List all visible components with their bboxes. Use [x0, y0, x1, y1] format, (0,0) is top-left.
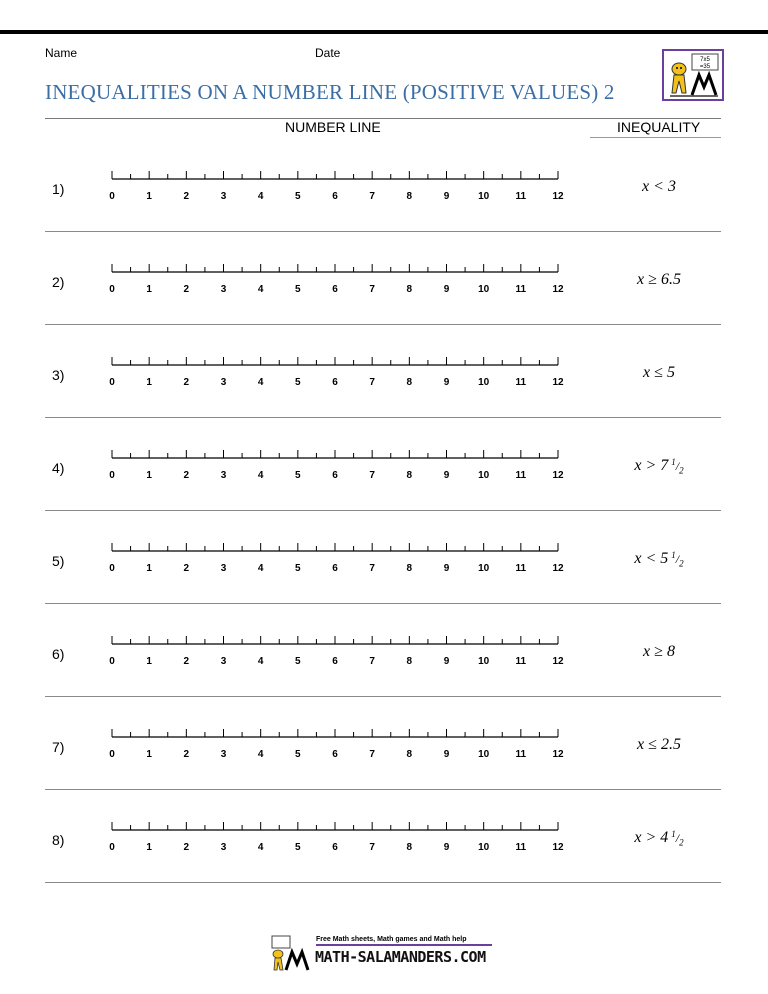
number-line	[100, 543, 580, 593]
tick-label: 2	[183, 749, 190, 760]
fraction-numerator: 1	[671, 829, 676, 839]
tick-label: 2	[183, 377, 190, 388]
inequality-value: 5	[660, 550, 669, 567]
tick-label: 5	[295, 191, 301, 202]
row-divider	[45, 882, 721, 883]
inequality-symbol: ≥	[654, 643, 663, 660]
tick-label: 1	[146, 749, 152, 760]
tick-label: 9	[443, 563, 450, 574]
logo-text-bottom: =35	[699, 64, 711, 70]
tick-label: 11	[515, 656, 527, 667]
tick-label: 12	[552, 191, 564, 202]
tick-label: 6	[332, 191, 338, 202]
tick-label: 0	[109, 749, 115, 760]
problem-number: 1)	[52, 181, 65, 197]
tick-label: 7	[369, 470, 375, 481]
tick-label: 1	[146, 377, 152, 388]
problem-number: 4)	[52, 460, 65, 476]
tick-label: 5	[295, 749, 301, 760]
inequality-variable: x	[634, 829, 642, 846]
tick-label: 8	[406, 377, 413, 388]
tick-label: 10	[478, 842, 490, 853]
tick-label: 8	[406, 842, 413, 853]
tick-label: 1	[146, 191, 152, 202]
tick-label: 12	[552, 284, 564, 295]
problem-row	[0, 604, 768, 697]
tick-label: 9	[443, 749, 450, 760]
tick-label: 3	[220, 842, 227, 853]
problem-row	[0, 511, 768, 604]
tick-label: 7	[369, 377, 375, 388]
tick-label: 10	[478, 563, 490, 574]
tick-label: 8	[406, 656, 413, 667]
problem-number: 6)	[52, 646, 65, 662]
tick-label: 5	[295, 842, 301, 853]
math-salamanders-logo	[662, 49, 724, 101]
inequality-variable: x	[642, 178, 650, 195]
tick-label: 8	[406, 749, 413, 760]
tick-label: 11	[515, 563, 527, 574]
tick-label: 12	[552, 377, 564, 388]
problem-row	[0, 418, 768, 511]
problem-number: 5)	[52, 553, 65, 569]
tick-label: 8	[406, 563, 413, 574]
tick-label: 6	[332, 563, 338, 574]
tick-label: 5	[295, 377, 301, 388]
inequality-symbol: <	[653, 178, 664, 195]
inequality-expression	[600, 271, 718, 289]
number-line	[100, 729, 580, 779]
inequality-value: 2.5	[660, 736, 681, 753]
footer-tagline: Free Math sheets, Math games and Math help	[316, 936, 467, 943]
fraction-numerator: 1	[671, 550, 676, 560]
tick-label: 2	[183, 656, 190, 667]
tick-label: 6	[332, 656, 338, 667]
tick-label: 6	[332, 284, 338, 295]
tick-label: 0	[109, 377, 115, 388]
number-line	[100, 357, 580, 407]
inequality-variable: x	[643, 643, 651, 660]
inequality-expression	[600, 736, 718, 754]
inequality-expression	[600, 550, 718, 568]
problem-number: 7)	[52, 739, 65, 755]
tick-label: 4	[257, 749, 264, 760]
tick-label: 7	[369, 842, 375, 853]
tick-label: 3	[220, 470, 227, 481]
problem-row	[0, 790, 768, 883]
tick-label: 7	[369, 563, 375, 574]
tick-label: 2	[183, 191, 190, 202]
tick-label: 11	[515, 470, 527, 481]
fraction-denominator: 2	[679, 558, 684, 569]
problem-number: 2)	[52, 274, 65, 290]
tick-label: 9	[443, 284, 450, 295]
inequality-variable: x	[637, 736, 645, 753]
tick-label: 1	[146, 842, 152, 853]
tick-label: 3	[220, 749, 227, 760]
tick-label: 8	[406, 191, 413, 202]
worksheet-title: INEQUALITIES ON A NUMBER LINE (POSITIVE VALUES) 2	[45, 80, 615, 104]
tick-label: 2	[183, 284, 190, 295]
inequality-symbol: >	[645, 829, 657, 846]
tick-label: 4	[257, 656, 264, 667]
tick-label: 9	[443, 842, 450, 853]
tick-label: 4	[257, 842, 264, 853]
tick-label: 9	[443, 377, 450, 388]
name-label: Name	[45, 46, 78, 60]
tick-label: 4	[257, 377, 264, 388]
tick-label: 3	[220, 191, 227, 202]
tick-label: 6	[332, 470, 338, 481]
tick-label: 5	[295, 470, 301, 481]
tick-label: 4	[257, 284, 264, 295]
tick-label: 4	[257, 563, 264, 574]
tick-label: 3	[220, 656, 227, 667]
inequality-expression	[600, 829, 718, 847]
tick-label: 10	[478, 377, 490, 388]
tick-label: 2	[183, 470, 190, 481]
date-label: Date	[315, 46, 341, 60]
inequality-expression	[600, 364, 718, 382]
tick-label: 10	[478, 470, 490, 481]
inequality-value: 3	[667, 178, 676, 195]
tick-label: 1	[146, 470, 152, 481]
tick-label: 3	[220, 284, 227, 295]
tick-label: 10	[478, 191, 490, 202]
inequality-fraction: $^1/_2$	[671, 829, 684, 848]
number-line	[100, 450, 580, 500]
tick-label: 2	[183, 563, 190, 574]
tick-label: 2	[183, 842, 190, 853]
problem-row	[0, 697, 768, 790]
inequality-expression	[600, 178, 718, 196]
logo-text-top: 7x5	[700, 57, 710, 63]
tick-label: 11	[515, 377, 527, 388]
footer-brand: MATH-SALAMANDERS.COM	[315, 948, 486, 966]
tick-label: 0	[109, 656, 115, 667]
tick-label: 5	[295, 284, 301, 295]
problem-row	[0, 325, 768, 418]
tick-label: 6	[332, 377, 338, 388]
tick-label: 4	[257, 191, 264, 202]
tick-label: 10	[478, 749, 490, 760]
tick-label: 0	[109, 191, 115, 202]
tick-label: 12	[552, 470, 564, 481]
tick-label: 6	[332, 749, 338, 760]
tick-label: 12	[552, 749, 564, 760]
tick-label: 5	[295, 656, 301, 667]
tick-label: 7	[369, 656, 375, 667]
tick-label: 0	[109, 284, 115, 295]
inequality-value: 6.5	[660, 271, 681, 288]
tick-label: 1	[146, 656, 152, 667]
fraction-denominator: 2	[679, 837, 684, 848]
tick-label: 1	[146, 563, 152, 574]
inequality-symbol: <	[645, 550, 657, 567]
tick-label: 7	[369, 749, 375, 760]
tick-label: 5	[295, 563, 301, 574]
inequality-symbol: >	[645, 457, 657, 474]
top-border	[0, 30, 768, 34]
tick-label: 12	[552, 563, 564, 574]
problem-number: 8)	[52, 832, 65, 848]
tick-label: 0	[109, 563, 115, 574]
number-line	[100, 264, 580, 314]
inequality-variable: x	[634, 457, 642, 474]
tick-label: 9	[443, 470, 450, 481]
inequality-fraction: $^1/_2$	[671, 550, 684, 569]
inequality-fraction: $^1/_2$	[671, 457, 684, 476]
inequality-column-divider	[590, 137, 721, 138]
inequality-expression	[600, 457, 718, 475]
tick-label: 12	[552, 842, 564, 853]
inequality-variable: x	[634, 550, 642, 567]
tick-label: 0	[109, 470, 115, 481]
fraction-denominator: 2	[679, 465, 684, 476]
problem-row	[0, 139, 768, 232]
tick-label: 11	[515, 191, 527, 202]
footer-underline	[316, 944, 492, 946]
tick-label: 10	[478, 656, 490, 667]
column-header-inequality: INEQUALITY	[617, 119, 701, 135]
tick-label: 11	[515, 842, 527, 853]
tick-label: 1	[146, 284, 152, 295]
number-line	[100, 822, 580, 872]
tick-label: 6	[332, 842, 338, 853]
number-line	[100, 636, 580, 686]
inequality-symbol: ≥	[648, 271, 657, 288]
tick-label: 3	[220, 377, 227, 388]
tick-label: 8	[406, 284, 413, 295]
inequality-value: 7	[660, 457, 669, 474]
column-header-number-line: NUMBER LINE	[285, 119, 381, 135]
tick-label: 7	[369, 191, 375, 202]
inequality-expression	[600, 643, 718, 661]
inequality-symbol: ≤	[654, 364, 663, 381]
inequality-variable: x	[637, 271, 645, 288]
tick-label: 11	[515, 749, 527, 760]
problem-row	[0, 232, 768, 325]
tick-label: 12	[552, 656, 564, 667]
inequality-symbol: ≤	[648, 736, 657, 753]
tick-label: 3	[220, 563, 227, 574]
tick-label: 7	[369, 284, 375, 295]
inequality-variable: x	[643, 364, 651, 381]
inequality-value: 5	[666, 364, 675, 381]
inequality-value: 4	[660, 829, 669, 846]
problem-number: 3)	[52, 367, 65, 383]
fraction-numerator: 1	[671, 457, 676, 467]
tick-label: 11	[515, 284, 527, 295]
number-line	[100, 171, 580, 221]
inequality-value: 8	[666, 643, 675, 660]
tick-label: 0	[109, 842, 115, 853]
tick-label: 8	[406, 470, 413, 481]
tick-label: 4	[257, 470, 264, 481]
tick-label: 9	[443, 656, 450, 667]
tick-label: 10	[478, 284, 490, 295]
tick-label: 9	[443, 191, 450, 202]
